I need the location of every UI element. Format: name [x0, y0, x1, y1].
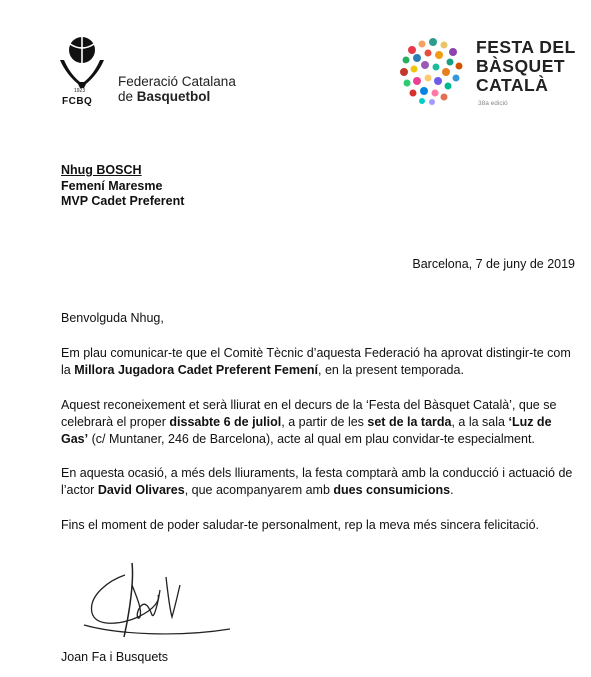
p1-text-1: Em plau comunicar-te que el Comitè Tècnic d’aquesta Federació ha aprovat distingir-te com la [61, 346, 571, 377]
fcbq-abbreviation: FCBQ [62, 96, 93, 107]
festa-title-line3: CATALÀ [476, 75, 549, 95]
festa-edition: 38a edició [478, 100, 508, 107]
paragraph-3 [61, 465, 579, 499]
fcbq-year: 1923 [74, 88, 86, 94]
p2-text-1: Aquest reconeixement et serà lliurat en el decurs de la ‘Festa del Bàsquet Català’, que se celebrarà el proper [61, 398, 557, 429]
festa-colorful-ball-icon [398, 36, 466, 106]
letter-date: Barcelona, 7 de juny de 2019 [412, 257, 575, 271]
p3-text-2: , que acompanyarem amb [184, 483, 334, 497]
festa-title-line2: BÀSQUET [476, 56, 566, 76]
p2-bold-2: set de la tarda [367, 415, 452, 429]
fcbq-name-line1: Federació Catalana [118, 74, 236, 89]
p3-bold-1: David Olivares [97, 483, 185, 497]
p2-text-4: (c/ Muntaner, 246 de Barcelona), acte al qual em plau convidar-te especialment. [88, 432, 535, 446]
p2-bold-1: dissabte 6 de juliol [169, 415, 282, 429]
recipient-team: Femení Maresme [61, 178, 163, 193]
fcbq-name-line2 [118, 89, 236, 104]
signer-name: Joan Fa i Busquets [61, 650, 169, 664]
recipient-block [61, 163, 184, 210]
p1-bold-1: Millora Jugadora Cadet Preferent Femení [74, 363, 319, 377]
recipient-award: MVP Cadet Preferent [61, 194, 185, 208]
p2-bold-3: ‘Luz de Gas’ [61, 415, 552, 446]
festa-logo [398, 30, 578, 120]
p3-text-1: En aquesta ocasió, a més dels lliuraments, la festa comptarà amb la conducció i actuació de l’actor [61, 466, 573, 497]
recipient-name: Nhug BOSCH [61, 163, 142, 177]
p3-text-3: . [450, 483, 454, 497]
p2-text-3: , a la sala [451, 415, 509, 429]
p3-bold-2: dues consumicions [333, 483, 451, 497]
fcbq-name-bold: Basquetbol [136, 89, 211, 104]
paragraph-2 [61, 397, 579, 448]
fcbq-name-prefix: de [118, 89, 137, 104]
paragraph-1 [61, 345, 579, 379]
festa-title [476, 38, 576, 95]
handwritten-signature [80, 555, 240, 645]
fcbq-logo [58, 34, 248, 114]
salutation: Benvolguda Nhug, [61, 311, 164, 325]
festa-title-line1: FESTA DEL [476, 37, 576, 57]
closing-line: Fins el moment de poder saludar-te personalment, rep la meva més sincera felicitació. [61, 518, 539, 532]
fcbq-name [118, 74, 236, 104]
p2-text-2: , a partir de les [281, 415, 368, 429]
p1-text-2: , en la present temporada. [318, 363, 464, 377]
